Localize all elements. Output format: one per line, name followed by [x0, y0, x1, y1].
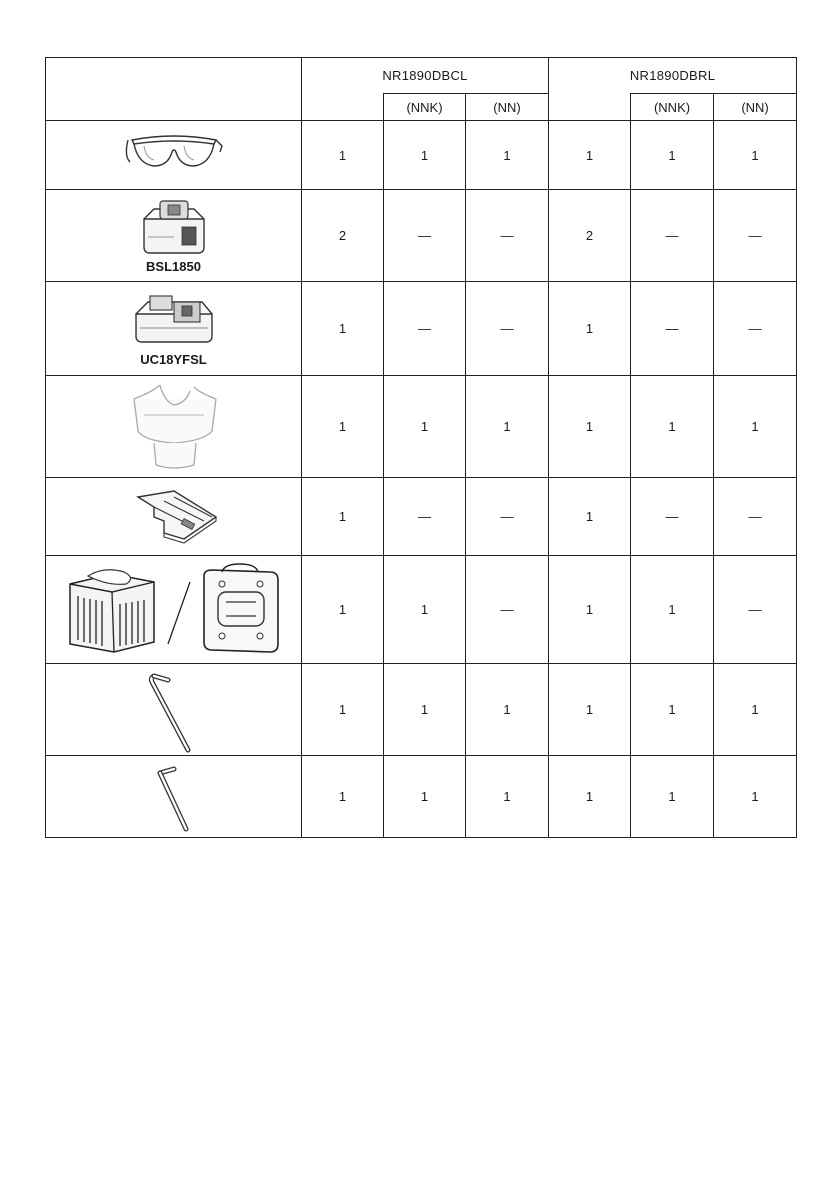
- hex-wrench-small-icon: [134, 759, 214, 835]
- qty-cell: 1: [302, 756, 384, 838]
- qty-cell: —: [466, 282, 549, 376]
- model-header-dbcl: NR1890DBCL: [302, 58, 549, 94]
- qty-cell: 1: [549, 376, 631, 478]
- qty-cell: 1: [384, 376, 466, 478]
- qty-cell: 1: [549, 478, 631, 556]
- qty-cell: 1: [302, 376, 384, 478]
- qty-cell: 1: [631, 664, 714, 756]
- table-row: [46, 478, 797, 556]
- variant-blank-dbcl: [302, 94, 384, 121]
- qty-cell: 1: [384, 121, 466, 190]
- qty-cell: 1: [631, 556, 714, 664]
- table-row: [46, 282, 797, 376]
- qty-cell: 1: [549, 121, 631, 190]
- qty-cell: 2: [549, 190, 631, 282]
- item-label: BSL1850: [146, 259, 201, 274]
- qty-cell: 1: [714, 121, 797, 190]
- table-row: [46, 376, 797, 478]
- table-row: [46, 556, 797, 664]
- variant-blank-dbrl: [549, 94, 631, 121]
- qty-cell: 1: [302, 478, 384, 556]
- model-header-dbrl: NR1890DBRL: [549, 58, 797, 94]
- qty-cell: 1: [384, 756, 466, 838]
- header-blank-cell: [46, 58, 302, 121]
- variant-header-nn-dbrl: (NN): [714, 94, 797, 121]
- qty-cell: 1: [302, 282, 384, 376]
- item-cell: [46, 376, 302, 478]
- header-row-models: [46, 58, 797, 94]
- qty-cell: —: [714, 282, 797, 376]
- magazine-guide-icon: [124, 487, 224, 547]
- qty-cell: 1: [549, 664, 631, 756]
- variant-header-nnk-dbrl: (NNK): [631, 94, 714, 121]
- qty-cell: 1: [302, 664, 384, 756]
- qty-cell: 1: [466, 121, 549, 190]
- nose-cover-icon: [124, 381, 224, 473]
- qty-cell: —: [631, 282, 714, 376]
- qty-cell: 1: [549, 556, 631, 664]
- item-label: UC18YFSL: [140, 352, 207, 367]
- variant-header-nn-dbcl: (NN): [466, 94, 549, 121]
- qty-cell: 1: [466, 756, 549, 838]
- qty-cell: —: [714, 190, 797, 282]
- qty-cell: 1: [631, 756, 714, 838]
- qty-cell: 1: [549, 282, 631, 376]
- variant-header-nnk-dbcl: (NNK): [384, 94, 466, 121]
- qty-cell: —: [466, 556, 549, 664]
- table-row: [46, 756, 797, 838]
- qty-cell: 1: [631, 121, 714, 190]
- accessories-table: [45, 57, 797, 838]
- qty-cell: —: [631, 478, 714, 556]
- qty-cell: —: [384, 190, 466, 282]
- qty-cell: —: [714, 478, 797, 556]
- qty-cell: —: [384, 478, 466, 556]
- carrying-case-icon: [64, 562, 284, 658]
- qty-cell: 1: [714, 376, 797, 478]
- qty-cell: —: [384, 282, 466, 376]
- qty-cell: 1: [714, 664, 797, 756]
- battery-icon: [134, 197, 214, 257]
- table-row: [46, 121, 797, 190]
- qty-cell: 1: [302, 121, 384, 190]
- qty-cell: 1: [714, 756, 797, 838]
- qty-cell: —: [466, 190, 549, 282]
- hex-wrench-large-icon: [134, 666, 214, 754]
- table-row: [46, 190, 797, 282]
- item-cell: [46, 190, 302, 282]
- qty-cell: 1: [384, 556, 466, 664]
- charger-icon: [132, 290, 216, 350]
- qty-cell: 1: [302, 556, 384, 664]
- table-row: [46, 664, 797, 756]
- qty-cell: 1: [384, 664, 466, 756]
- item-cell: [46, 664, 302, 756]
- qty-cell: —: [631, 190, 714, 282]
- qty-cell: —: [466, 478, 549, 556]
- item-cell: [46, 756, 302, 838]
- qty-cell: 1: [549, 756, 631, 838]
- item-cell: [46, 478, 302, 556]
- item-cell: [46, 556, 302, 664]
- safety-glasses-icon: [124, 130, 224, 180]
- item-cell: [46, 282, 302, 376]
- qty-cell: 2: [302, 190, 384, 282]
- qty-cell: 1: [631, 376, 714, 478]
- qty-cell: —: [714, 556, 797, 664]
- item-cell: [46, 121, 302, 190]
- qty-cell: 1: [466, 376, 549, 478]
- qty-cell: 1: [466, 664, 549, 756]
